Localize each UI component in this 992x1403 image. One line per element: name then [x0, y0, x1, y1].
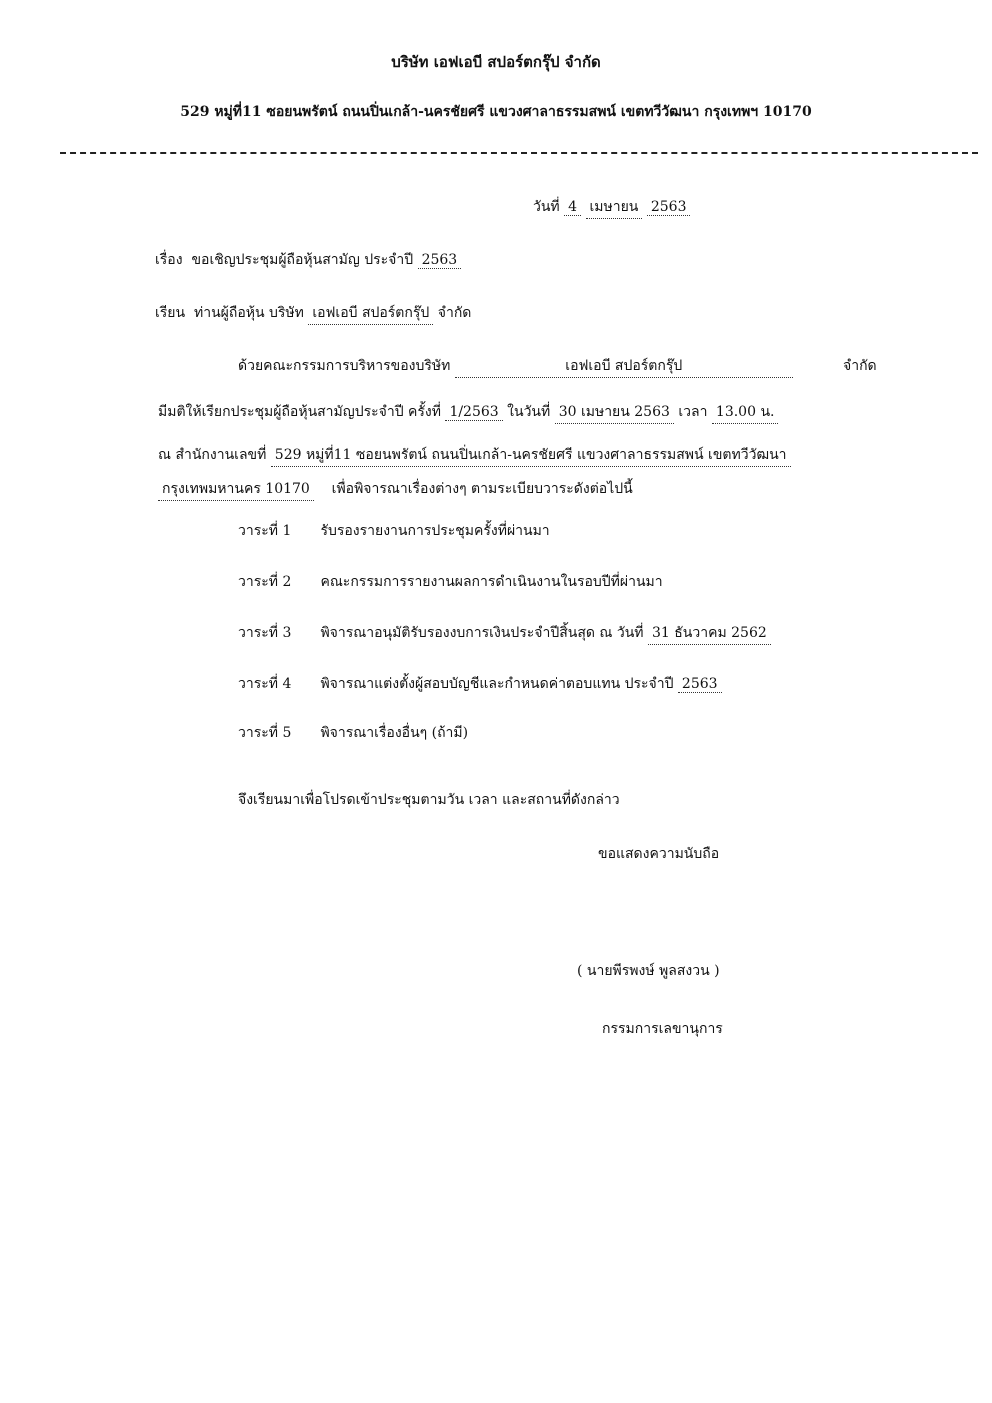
body-l2-b: ในวันที่: [507, 404, 551, 420]
agenda-fill: 2563: [678, 676, 722, 693]
agenda-text: พิจารณาเรื่องอื่นๆ (ถ้ามี): [320, 725, 469, 741]
body-line-2: [158, 401, 778, 424]
agenda-item: [238, 571, 663, 593]
body-l1-b: จำกัด: [843, 358, 877, 374]
recipient-company: เอฟเอบี สปอร์ตกรุ๊ป: [308, 302, 433, 325]
body-l2-a: มีมติให้เรียกประชุมผู้ถือหุ้นสามัญประจำปี ครั้งที่: [158, 404, 441, 420]
agenda-item: [238, 520, 550, 542]
body-l1-company: เอฟเอบี สปอร์ตกรุ๊ป: [455, 355, 793, 378]
agenda-item: [238, 722, 468, 744]
date-month: เมษายน: [586, 196, 643, 219]
recipient-text: ท่านผู้ถือหุ้น บริษัท: [193, 305, 304, 321]
agenda-text: คณะกรรมการรายงานผลการดำเนินงานในรอบปีที่ผ่านมา: [320, 574, 663, 590]
agenda-text: พิจารณาแต่งตั้งผู้สอบบัญชีและกำหนดค่าตอบแทน ประจำปี: [320, 676, 674, 692]
signer-position: กรรมการเลขานุการ: [602, 1021, 723, 1037]
letter-date: [533, 196, 690, 219]
closing-invite: จึงเรียนมาเพื่อโปรดเข้าประชุมตามวัน เวลา และสถานที่ดังกล่าว: [238, 792, 620, 808]
agenda-number: วาระที่ 2: [238, 574, 292, 590]
recipient-suffix: จำกัด: [437, 305, 472, 321]
header-divider: [60, 152, 978, 154]
recipient-line: [155, 302, 471, 325]
body-l2-c: เวลา: [678, 404, 708, 420]
agenda-item: [238, 622, 771, 645]
body-line-3: [158, 444, 791, 467]
meeting-time: 13.00 น.: [712, 401, 779, 424]
agenda-fill: 31 ธันวาคม 2562: [648, 622, 771, 645]
closing-regards: ขอแสดงความนับถือ: [598, 846, 720, 862]
company-name: บริษัท เอฟเอบี สปอร์ตกรุ๊ป จำกัด: [391, 53, 601, 71]
subject-text: ขอเชิญประชุมผู้ถือหุ้นสามัญ ประจำปี: [191, 252, 414, 268]
subject-label: เรื่อง: [155, 252, 183, 268]
agenda-number: วาระที่ 5: [238, 725, 292, 741]
subject-year: 2563: [418, 252, 462, 269]
date-day: 4: [564, 199, 581, 216]
agenda-text: พิจารณาอนุมัติรับรองงบการเงินประจำปีสิ้นสุด ณ วันที่: [320, 625, 644, 641]
meeting-city: กรุงเทพมหานคร 10170: [158, 478, 314, 501]
meeting-date: 30 เมษายน 2563: [555, 401, 674, 424]
agenda-text: รับรองรายงานการประชุมครั้งที่ผ่านมา: [320, 523, 550, 539]
date-label: วันที่: [533, 199, 560, 215]
recipient-label: เรียน: [155, 305, 186, 321]
body-line-1: [238, 355, 793, 378]
agenda-item: [238, 673, 722, 695]
agenda-number: วาระที่ 3: [238, 625, 292, 641]
body-l1-a: ด้วยคณะกรรมการบริหารของบริษัท: [238, 358, 451, 374]
body-l3-a: ณ สำนักงานเลขที่: [158, 447, 267, 463]
company-address: 529 หมู่ที่11 ซอยนพรัตน์ ถนนปิ่นเกล้า-นครชัยศรี แขวงศาลาธรรมสพน์ เขตทวีวัฒนา กรุงเทพฯ 10170: [180, 104, 812, 120]
meeting-number: 1/2563: [445, 404, 502, 421]
agenda-number: วาระที่ 4: [238, 676, 292, 692]
meeting-address: 529 หมู่ที่11 ซอยนพรัตน์ ถนนปิ่นเกล้า-นครชัยศรี แขวงศาลาธรรมสพน์ เขตทวีวัฒนา: [271, 444, 791, 467]
body-line-4: [158, 478, 633, 501]
body-l4-b: เพื่อพิจารณาเรื่องต่างๆ ตามระเบียบวาระดังต่อไปนี้: [331, 481, 633, 497]
signer-name: ( นายพีรพงษ์ พูลสงวน ): [577, 963, 720, 979]
date-year: 2563: [647, 199, 691, 216]
agenda-number: วาระที่ 1: [238, 523, 292, 539]
subject-line: [155, 249, 461, 271]
